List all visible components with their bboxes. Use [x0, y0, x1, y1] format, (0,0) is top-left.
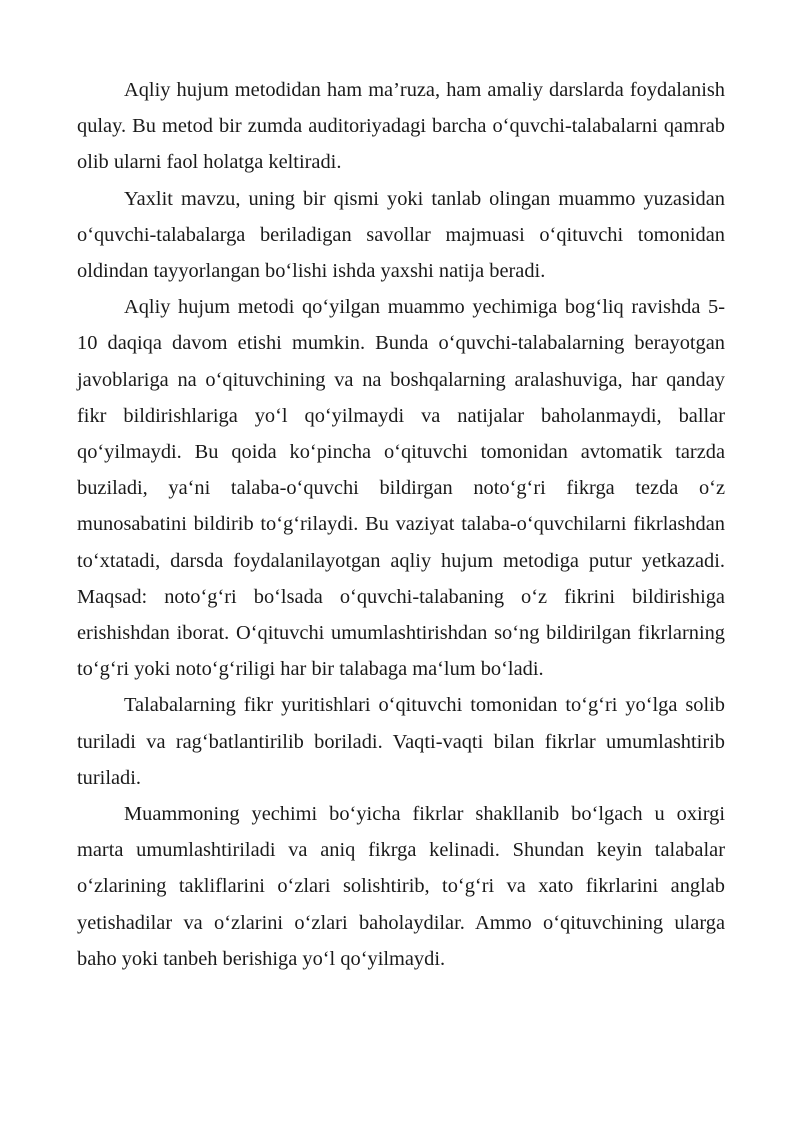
paragraph-5: Muammoning yechimi bo‘yicha fikrlar shakllanib bo‘lgach u oxirgi marta umumlashtiriladi va aniq fikrga kelinadi. Shundan keyin talabalar o‘zlarining takliflarini o‘zlari solishtirib, to‘g‘ri va xato fikrlarini anglab yetishadilar va o‘zlarini o‘zlari baholaydilar. Ammo o‘qituvchining ularga baho yoki tanbeh berishiga yo‘l qo‘yilmaydi. — [77, 803, 725, 970]
paragraph-1: Aqliy hujum metodidan ham ma’ruza, ham amaliy darslarda foydalanish qulay. Bu metod bir zumda auditoriyadagi barcha o‘quvchi-talabalarni qamrab olib ularni faol holatga keltiradi. — [77, 79, 725, 174]
paragraph-4: Talabalarning fikr yuritishlari o‘qituvchi tomonidan to‘g‘ri yo‘lga solib turiladi va rag‘batlantirilib boriladi. Vaqti-vaqti bilan fikrlar umumlashtirib turiladi. — [77, 694, 725, 789]
document-page — [77, 72, 725, 977]
paragraph-3: Aqliy hujum metodi qo‘yilgan muammo yechimiga bog‘liq ravishda 5-10 daqiqa davom etishi mumkin. Bunda o‘quvchi-talabalarning berayotgan javoblariga na o‘qituvchining va na boshqalarning aralashuviga, har qanday fikr bildirishlariga yo‘l qo‘yilmaydi va natijalar baholanmaydi, ballar qo‘yilmaydi. Bu qoida ko‘pincha o‘qituvchi tomonidan avtomatik tarzda buziladi, ya‘ni talaba-o‘quvchi bildirgan noto‘g‘ri fikrga tezda o‘z munosabatini bildirib to‘g‘rilaydi. Bu vaziyat talaba-o‘quvchilarni fikrlashdan to‘xtatadi, darsda foydalanilayotgan aqliy hujum metodiga putur yetkazadi. Maqsad: noto‘g‘ri bo‘lsada o‘quvchi-talabaning o‘z fikrini bildirishiga erishishdan iborat. O‘qituvchi umumlashtirishdan so‘ng bildirilgan fikrlarning to‘g‘ri yoki noto‘g‘riligi har bir talabaga ma‘lum bo‘ladi. — [77, 296, 725, 681]
paragraph-2: Yaxlit mavzu, uning bir qismi yoki tanlab olingan muammo yuzasidan o‘quvchi-talabalarga beriladigan savollar majmuasi o‘qituvchi tomonidan oldindan tayyorlangan bo‘lishi ishda yaxshi natija beradi. — [77, 187, 725, 283]
